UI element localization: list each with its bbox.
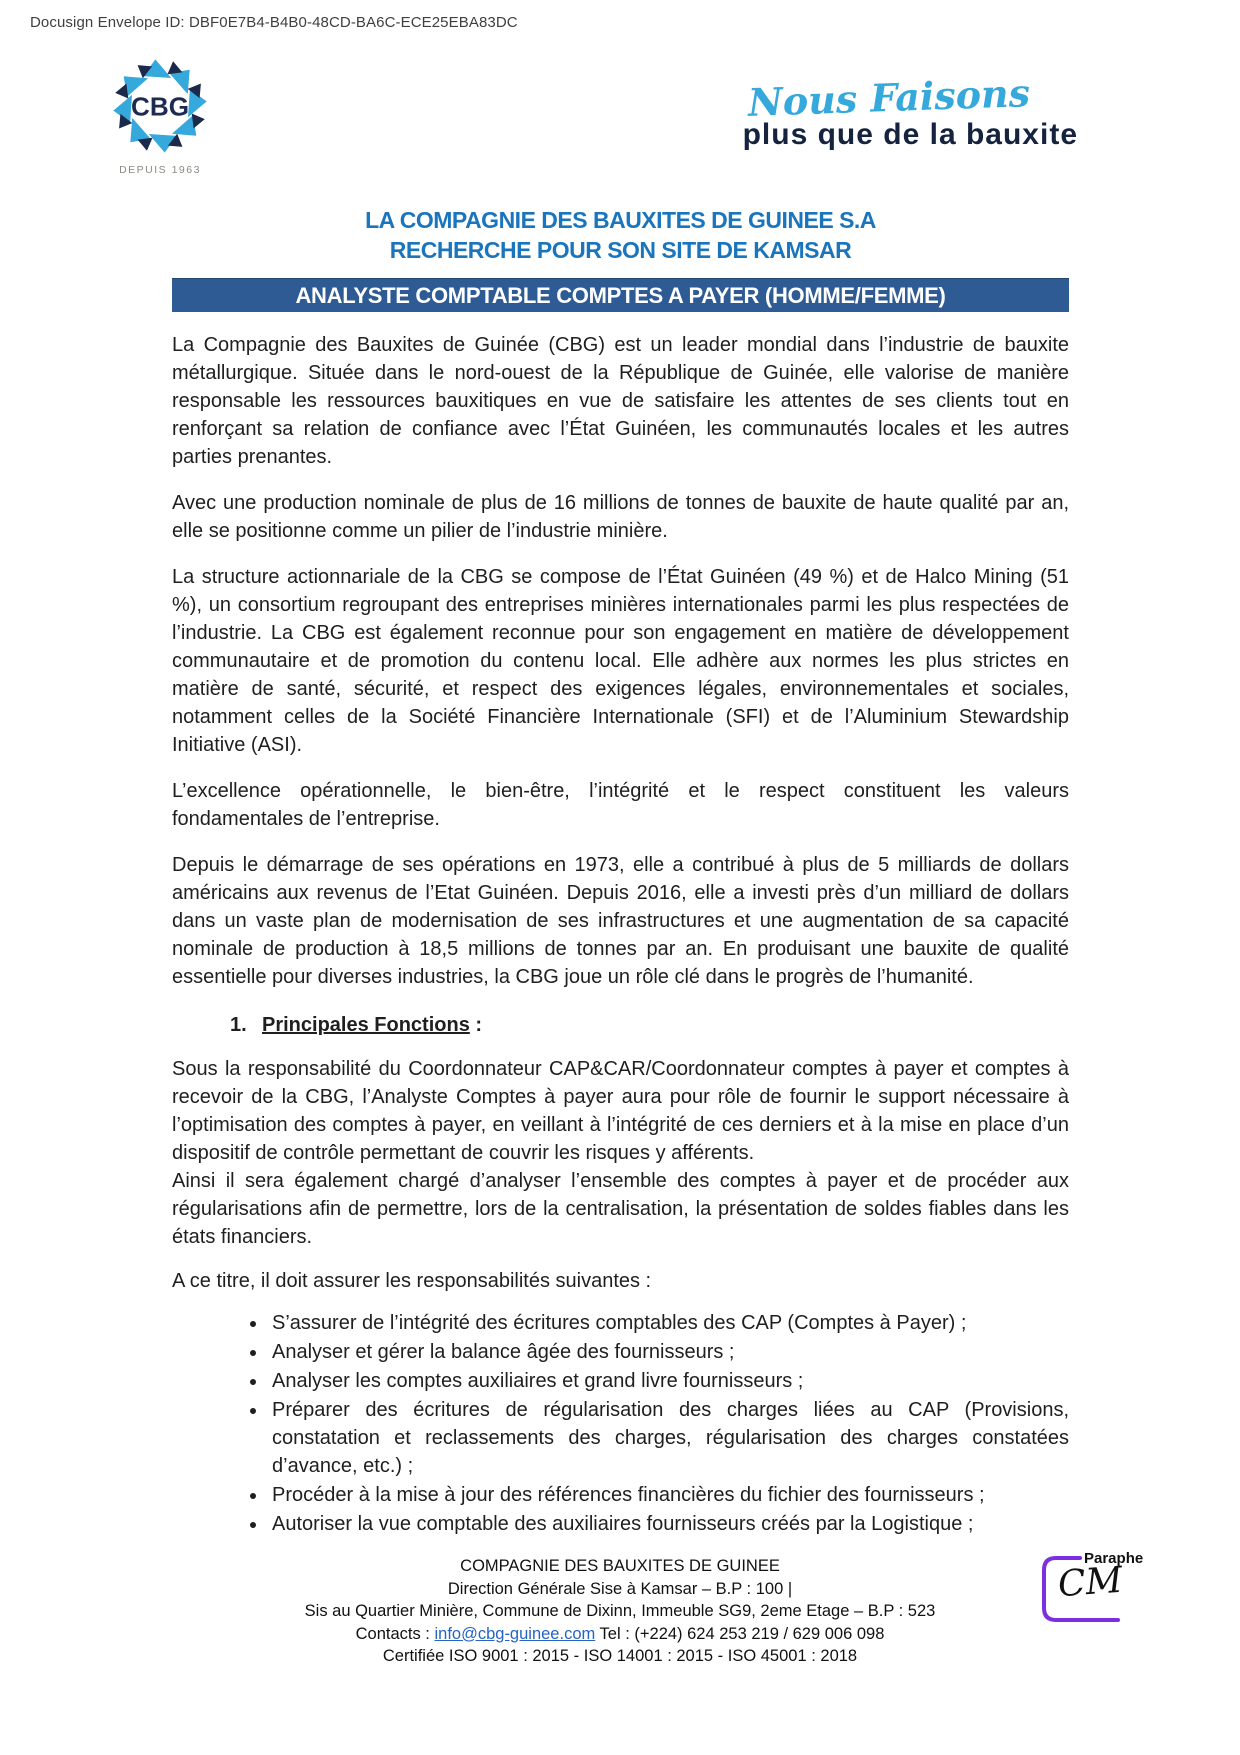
company-title-line1: LA COMPAGNIE DES BAUXITES DE GUINEE S.A xyxy=(365,207,876,233)
company-tagline xyxy=(742,70,1078,152)
tagline-main-text: plus que de la bauxite xyxy=(742,118,1078,151)
section-1-title-colon: : xyxy=(469,1014,483,1036)
footer-company-name: COMPAGNIE DES BAUXITES DE GUINEE xyxy=(460,1557,780,1575)
footer-address-line1: Direction Générale Sise à Kamsar – B.P : 100 | xyxy=(447,1579,793,1598)
document-body xyxy=(172,205,1069,1539)
section-1-number: 1. xyxy=(230,1014,247,1036)
paragraph-history: Depuis le démarrage de ses opérations en 1973, elle a contribué à plus de 5 milliards de dollars américains aux revenus de l’Etat Guinéen. Depuis 2016, elle a investi près d’un milliard de dollars dans un vaste plan de modernisation de ses infrastructures et une augmentation de sa capacité nominale de production à 18,5 millions de tonnes par an. En produisant une bauxite de qualité essentielle pour diverses industries, la CBG joue un rôle clé dans le progrès de l’humanité. xyxy=(172,854,1069,988)
responsibilities-list xyxy=(172,1309,1069,1538)
paraphe-label: Paraphe xyxy=(1084,1550,1144,1567)
job-title-banner: ANALYSTE COMPTABLE COMPTES A PAYER (HOMME/FEMME) xyxy=(172,278,1069,312)
paragraph-values: L’excellence opérationnelle, le bien-être, l’intégrité et le respect constituent les valeurs fondamentales de l’entreprise. xyxy=(172,780,1069,830)
paraphe-initials-box xyxy=(1038,1552,1163,1632)
tagline-script-text: Nous Faisons xyxy=(747,70,1031,125)
cbg-pinwheel-icon xyxy=(104,50,216,162)
cbg-logo xyxy=(100,50,220,176)
logo-text: CBG xyxy=(130,91,190,122)
list-item: • Autoriser la vue comptable des auxiliaires fournisseurs créés par la Logistique ; xyxy=(268,1510,1069,1538)
footer-address-line2: Sis au Quartier Minière, Commune de Dixinn, Immeuble SG9, 2eme Etage – B.P : 523 xyxy=(304,1602,936,1620)
paragraph-role-intro: Sous la responsabilité du Coordonnateur CAP&CAR/Coordonnateur comptes à payer et comptes à recevoir de la CBG, l’Analyste Comptes à payer aura pour rôle de fournir le support nécessaire à l’optimisation des comptes à payer, en veillant à l’intégrité de ces derniers et à la mise en place d’un dispositif de contrôle permettant de couvrir les risques y afférents. xyxy=(172,1058,1069,1164)
list-item: • Procéder à la mise à jour des références financières du fichier des fournisseurs ; xyxy=(268,1481,1069,1509)
paragraph-responsibilities-lead: A ce titre, il doit assurer les responsabilités suivantes : xyxy=(172,1270,652,1292)
company-title-line2: RECHERCHE POUR SON SITE DE KAMSAR xyxy=(389,237,852,263)
paraphe-signature-initials: CM xyxy=(1056,1559,1124,1606)
paragraph-role-intro2: Ainsi il sera également chargé d’analyser l’ensemble des comptes à payer et de procéder aux régularisations afin de permettre, lors de la centralisation, la présentation de soldes fiables dans les états financiers. xyxy=(172,1170,1069,1248)
logo-caption: DEPUIS 1963 xyxy=(119,164,201,176)
footer-certifications: Certifiée ISO 9001 : 2015 - ISO 14001 : 2015 - ISO 45001 : 2018 xyxy=(382,1647,858,1665)
docusign-envelope-id: Docusign Envelope ID: DBF0E7B4-B4B0-48CD-BA6C-ECE25EBA83DC xyxy=(30,14,518,31)
paragraph-company-intro: La Compagnie des Bauxites de Guinée (CBG) est un leader mondial dans l’industrie de bauxite métallurgique. Située dans le nord-ouest de la République de Guinée, elle valorise de manière responsable les ressources bauxitiques en vue de satisfaire les attentes de ses clients tout en renforçant sa relation de confiance avec l’État Guinéen, les communautés locales et les autres parties prenantes. xyxy=(172,334,1069,468)
list-item: • Analyser les comptes auxiliaires et grand livre fournisseurs ; xyxy=(268,1367,1069,1395)
paragraph-production: Avec une production nominale de plus de 16 millions de tonnes de bauxite de haute qualité par an, elle se positionne comme un pilier de l’industrie minière. xyxy=(172,492,1069,542)
list-item: • S’assurer de l’intégrité des écritures comptables des CAP (Comptes à Payer) ; xyxy=(268,1309,1069,1337)
section-1-heading xyxy=(230,1011,1069,1039)
footer-phone: Tel : (+224) 624 253 219 / 629 006 098 xyxy=(595,1624,885,1643)
footer-email-link[interactable]: info@cbg-guinee.com xyxy=(434,1624,596,1643)
list-item: • Préparer des écritures de régularisation des charges liées au CAP (Provisions, constatation et reclassements des charges, régularisation des charges constatées d’avance, etc.) ; xyxy=(268,1396,1069,1480)
list-item: • Analyser et gérer la balance âgée des fournisseurs ; xyxy=(268,1338,1069,1366)
paragraph-shareholding: La structure actionnariale de la CBG se compose de l’État Guinéen (49 %) et de Halco Mining (51 %), un consortium regroupant des entreprises minières internationales parmi les plus respectées de l’industrie. La CBG est également reconnue pour son engagement en matière de développement communautaire et de promotion du contenu local. Elle adhère aux normes les plus strictes en matière de santé, sécurité, et respect des exigences légales, environnementales et sociales, notamment celles de la Société Financière Internationale (SFI) et de l’Aluminium Stewardship Initiative (ASI). xyxy=(172,566,1069,756)
section-1-title: Principales Fonctions xyxy=(262,1014,470,1036)
footer-contacts-label: Contacts : xyxy=(355,1624,435,1643)
